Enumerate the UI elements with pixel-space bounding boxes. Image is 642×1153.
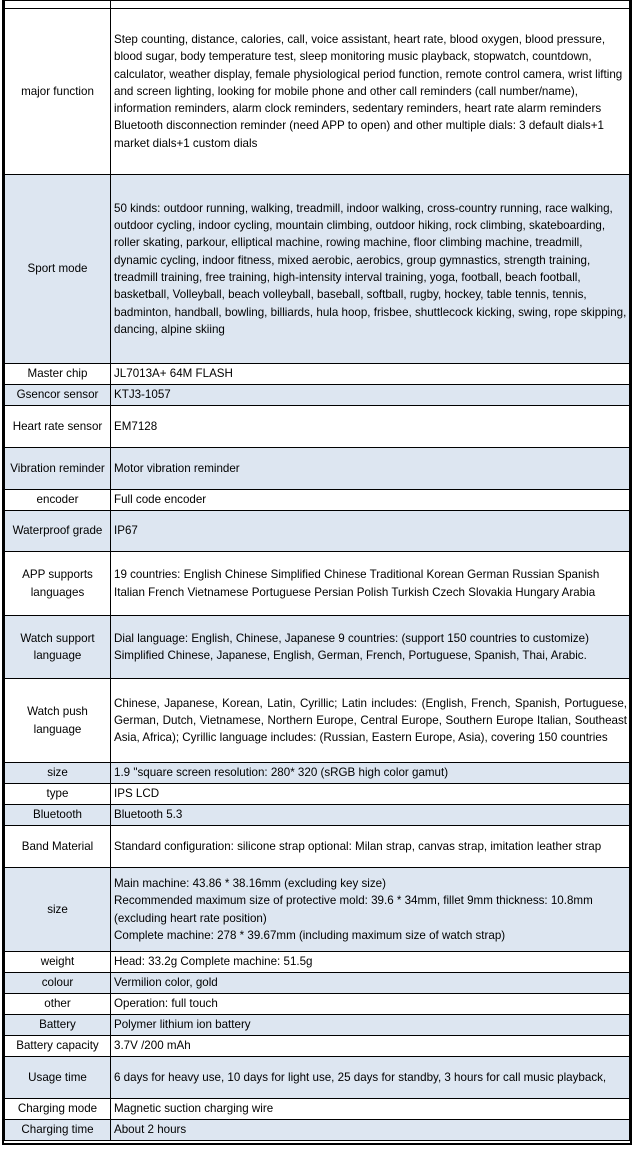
row-value: 19 countries: English Chinese Simplified Chinese Traditional Korean German Russian Spanish Italian French Vietnamese Portuguese Persian Polish Turkish Czech Slovakia Hungary Arabia: [111, 552, 630, 616]
row-value: Polymer lithium ion battery: [111, 1015, 630, 1036]
table-row: [5, 9, 630, 175]
table-row: [5, 364, 630, 385]
value-line: Complete machine: 278 * 39.67mm (including maximum size of watch strap): [114, 928, 506, 942]
row-value: Full code encoder: [111, 490, 630, 511]
table-row: [5, 385, 630, 406]
row-label: Gsencor sensor: [5, 385, 111, 406]
row-value: Magnetic suction charging wire: [111, 1099, 630, 1120]
row-label: APP supports languages: [5, 552, 111, 616]
table-row: [5, 1015, 630, 1036]
row-value: Step counting, distance, calories, call, voice assistant, heart rate, blood oxygen, blood pressure, blood sugar, body temperature test, sleep monitoring music playback, stopwatch, countdown, calculator, weather display, female physiological period function, remote control camera, wrist lifting and screen lighting, looking for mobile phone and other call reminders (call number/name), information reminders, alarm clock reminders, sedentary reminders, heart rate alarm reminders Bluetooth disconnection reminder (need APP to open) and other multiple dials: 3 default dials+1 market dials+1 custom dials: [111, 9, 630, 175]
row-label: Watch push language: [5, 679, 111, 763]
table-row: [5, 679, 630, 763]
row-label: size: [5, 763, 111, 784]
table-row: [5, 826, 630, 868]
row-value: 1.9 "square screen resolution: 280* 320 (sRGB high color gamut): [111, 763, 630, 784]
row-value: Head: 33.2g Complete machine: 51.5g: [111, 952, 630, 973]
row-value: KTJ3-1057: [111, 385, 630, 406]
row-value: 50 kinds: outdoor running, walking, treadmill, indoor walking, cross-country running, race walking, outdoor cycling, indoor cycling, mountain climbing, outdoor hiking, rock climbing, skateboarding, roller skating, parkour, elliptical machine, rowing machine, floor climbing machine, treadmill, dynamic cycling, indoor fitness, mixed aerobic, aerobics, group gymnastics, strength training, treadmill training, free training, high-intensity interval training, yoga, football, beach football, basketball, Volleyball, beach volleyball, baseball, softball, rugby, hockey, table tennis, tennis, badminton, handball, bowling, billiards, hula hoop, frisbee, shuttlecock kicking, swing, rope skipping, dancing, alpine skiing: [111, 175, 630, 364]
row-value: IP67: [111, 511, 630, 552]
table-row: [5, 175, 630, 364]
row-label: size: [5, 868, 111, 952]
row-label: [5, 1, 111, 9]
table-row: [5, 805, 630, 826]
row-value: Operation: full touch: [111, 994, 630, 1015]
row-value: Vermilion color, gold: [111, 973, 630, 994]
row-value: [111, 1, 630, 9]
table-row: [5, 1057, 630, 1099]
table-row: [5, 406, 630, 448]
table-row: [5, 763, 630, 784]
row-label: Vibration reminder: [5, 448, 111, 490]
row-value: [111, 868, 630, 952]
row-value: Motor vibration reminder: [111, 448, 630, 490]
row-label: Band Material: [5, 826, 111, 868]
row-label: Master chip: [5, 364, 111, 385]
row-label: weight: [5, 952, 111, 973]
row-value: Standard configuration: silicone strap optional: Milan strap, canvas strap, imitation leather strap: [111, 826, 630, 868]
table-row: [5, 1120, 630, 1141]
table-row: [5, 952, 630, 973]
table-row: [5, 784, 630, 805]
value-line: Recommended maximum size of protective mold: 39.6 * 34mm, fillet 9mm thickness: 10.8mm (excluding heart rate position): [114, 894, 593, 925]
table-row: [5, 616, 630, 679]
table-row: [5, 868, 630, 952]
table-row: [5, 973, 630, 994]
table-row: [5, 490, 630, 511]
row-label: Usage time: [5, 1057, 111, 1099]
row-label: Waterproof grade: [5, 511, 111, 552]
row-value: JL7013A+ 64M FLASH: [111, 364, 630, 385]
table-row: [5, 1036, 630, 1057]
row-label: colour: [5, 973, 111, 994]
row-label: major function: [5, 9, 111, 175]
row-label: Heart rate sensor: [5, 406, 111, 448]
row-label: Battery: [5, 1015, 111, 1036]
row-value: Chinese, Japanese, Korean, Latin, Cyrillic; Latin includes: (English, French, Spanish, Portuguese, German, Dutch, Vietnamese, Northern Europe, Central Europe, Southern Europe Italian, Southeast Asia, Africa); Cyrillic language includes: (Russian, Eastern Europe, Asia), covering 150 countries: [111, 679, 630, 763]
table-row: [5, 1099, 630, 1120]
spec-table: [4, 0, 630, 1141]
row-value: 6 days for heavy use, 10 days for light use, 25 days for standby, 3 hours for call music playback,: [111, 1057, 630, 1099]
row-value: EM7128: [111, 406, 630, 448]
table-row: [5, 511, 630, 552]
value-line: Main machine: 43.86 * 38.16mm (excluding key size): [114, 876, 386, 890]
row-label: encoder: [5, 490, 111, 511]
spec-sheet: [2, 0, 632, 1145]
row-label: type: [5, 784, 111, 805]
row-value: Bluetooth 5.3: [111, 805, 630, 826]
table-row: [5, 552, 630, 616]
row-value: 3.7V /200 mAh: [111, 1036, 630, 1057]
table-row: [5, 448, 630, 490]
table-row: [5, 1, 630, 9]
row-label: Bluetooth: [5, 805, 111, 826]
row-label: Sport mode: [5, 175, 111, 364]
row-value: IPS LCD: [111, 784, 630, 805]
row-label: Charging time: [5, 1120, 111, 1141]
table-row: [5, 994, 630, 1015]
row-value: Dial language: English, Chinese, Japanese 9 countries: (support 150 countries to customize) Simplified Chinese, Japanese, English, German, French, Portuguese, Spanish, Thai, Arabic.: [111, 616, 630, 679]
row-label: Watch support language: [5, 616, 111, 679]
row-value: About 2 hours: [111, 1120, 630, 1141]
row-label: other: [5, 994, 111, 1015]
row-label: Charging mode: [5, 1099, 111, 1120]
row-label: Battery capacity: [5, 1036, 111, 1057]
